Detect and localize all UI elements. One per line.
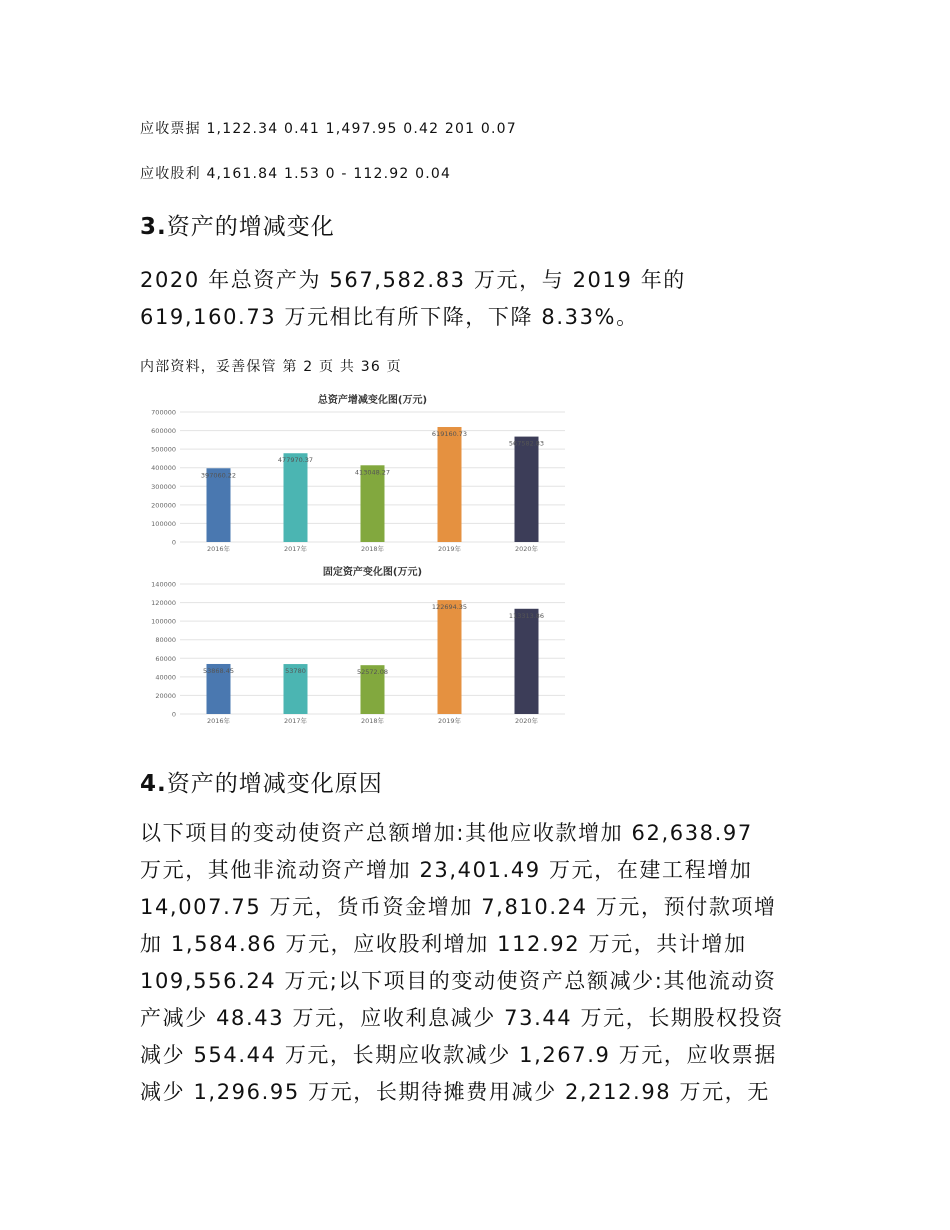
y-tick-label: 120000 <box>151 599 176 608</box>
chart-title: 固定资产变化图(万元) <box>322 567 423 578</box>
section-4-number: 4. <box>140 771 167 797</box>
data-label: 122694.35 <box>431 603 468 612</box>
section-4-heading <box>140 765 383 798</box>
data-label: 567582.83 <box>508 439 545 448</box>
x-tick-label: 2019年 <box>437 717 462 725</box>
y-tick-label: 400000 <box>151 464 176 473</box>
section-4-line: 14,007.75 万元，货币资金增加 7,810.24 万元，预付款项增 <box>140 895 777 919</box>
section-3-number: 3. <box>140 214 167 240</box>
data-label: 53780 <box>285 667 306 676</box>
y-tick-label: 500000 <box>151 445 176 454</box>
section-4-line: 减少 1,296.95 万元，长期待摊费用减少 2,212.98 万元，无 <box>140 1080 770 1104</box>
data-label: 53868.45 <box>202 666 235 675</box>
y-tick-label: 60000 <box>155 654 176 663</box>
bar <box>361 465 385 542</box>
x-tick-label: 2020年 <box>514 545 539 553</box>
y-tick-label: 40000 <box>155 673 176 682</box>
section-4-paragraph <box>140 815 830 1111</box>
chart-fixed-assets <box>140 562 570 732</box>
section-4-line: 万元，其他非流动资产增加 23,401.49 万元，在建工程增加 <box>140 858 753 882</box>
chart-total-assets-svg <box>140 390 570 560</box>
section-3-heading <box>140 208 335 241</box>
y-tick-label: 0 <box>171 710 176 719</box>
bar <box>515 609 539 714</box>
x-tick-label: 2018年 <box>360 545 385 553</box>
section-3-line: 2020 年总资产为 567,582.83 万元，与 2019 年的 <box>140 268 686 292</box>
y-tick-label: 140000 <box>151 580 176 589</box>
bar <box>284 453 308 542</box>
section-4-line: 以下项目的变动使资产总额增加:其他应收款增加 62,638.97 <box>140 821 753 845</box>
x-tick-label: 2018年 <box>360 717 385 725</box>
y-tick-label: 300000 <box>151 482 176 491</box>
data-label: 113313.86 <box>508 611 545 620</box>
data-label: 397060.22 <box>200 471 237 480</box>
section-4-line: 产减少 48.43 万元，应收利息减少 73.44 万元，长期股权投资 <box>140 1006 784 1030</box>
data-label: 619160.73 <box>431 430 468 439</box>
table-row-notes-receivable: 应收票据 1,122.34 0.41 1,497.95 0.42 201 0.07 <box>140 121 517 137</box>
y-tick-label: 600000 <box>151 427 176 436</box>
footer-note: 内部资料，妥善保管 第 2 页 共 36 页 <box>140 359 402 375</box>
x-tick-label: 2016年 <box>206 545 231 553</box>
chart-title: 总资产增减变化图(万元) <box>317 395 428 406</box>
section-3-paragraph <box>140 262 830 336</box>
bar <box>438 427 462 542</box>
y-tick-label: 80000 <box>155 636 176 645</box>
section-4-title: 资产的增减变化原因 <box>166 771 383 797</box>
table-row-dividends-receivable: 应收股利 4,161.84 1.53 0 - 112.92 0.04 <box>140 166 452 182</box>
x-tick-label: 2016年 <box>206 717 231 725</box>
y-tick-label: 700000 <box>151 408 176 417</box>
x-tick-label: 2017年 <box>283 545 308 553</box>
section-4-line: 109,556.24 万元;以下项目的变动使资产总额减少:其他流动资 <box>140 969 777 993</box>
chart-fixed-assets-svg <box>140 562 570 732</box>
chart-total-assets <box>140 390 570 560</box>
section-3-title: 资产的增减变化 <box>166 214 335 240</box>
y-tick-label: 100000 <box>151 617 176 626</box>
bar <box>207 468 231 542</box>
data-label: 477970.37 <box>277 456 314 465</box>
bar <box>515 437 539 542</box>
x-tick-label: 2019年 <box>437 545 462 553</box>
y-tick-label: 0 <box>171 538 176 547</box>
y-tick-label: 20000 <box>155 691 176 700</box>
data-label: 413048.27 <box>354 468 391 477</box>
section-3-line: 619,160.73 万元相比有所下降，下降 8.33%。 <box>140 305 639 329</box>
x-tick-label: 2020年 <box>514 717 539 725</box>
section-4-line: 加 1,584.86 万元，应收股利增加 112.92 万元，共计增加 <box>140 932 747 956</box>
bar <box>438 600 462 714</box>
data-label: 52572.08 <box>356 668 389 677</box>
y-tick-label: 200000 <box>151 501 176 510</box>
y-tick-label: 100000 <box>151 519 176 528</box>
x-tick-label: 2017年 <box>283 717 308 725</box>
section-4-line: 减少 554.44 万元，长期应收款减少 1,267.9 万元，应收票据 <box>140 1043 777 1067</box>
